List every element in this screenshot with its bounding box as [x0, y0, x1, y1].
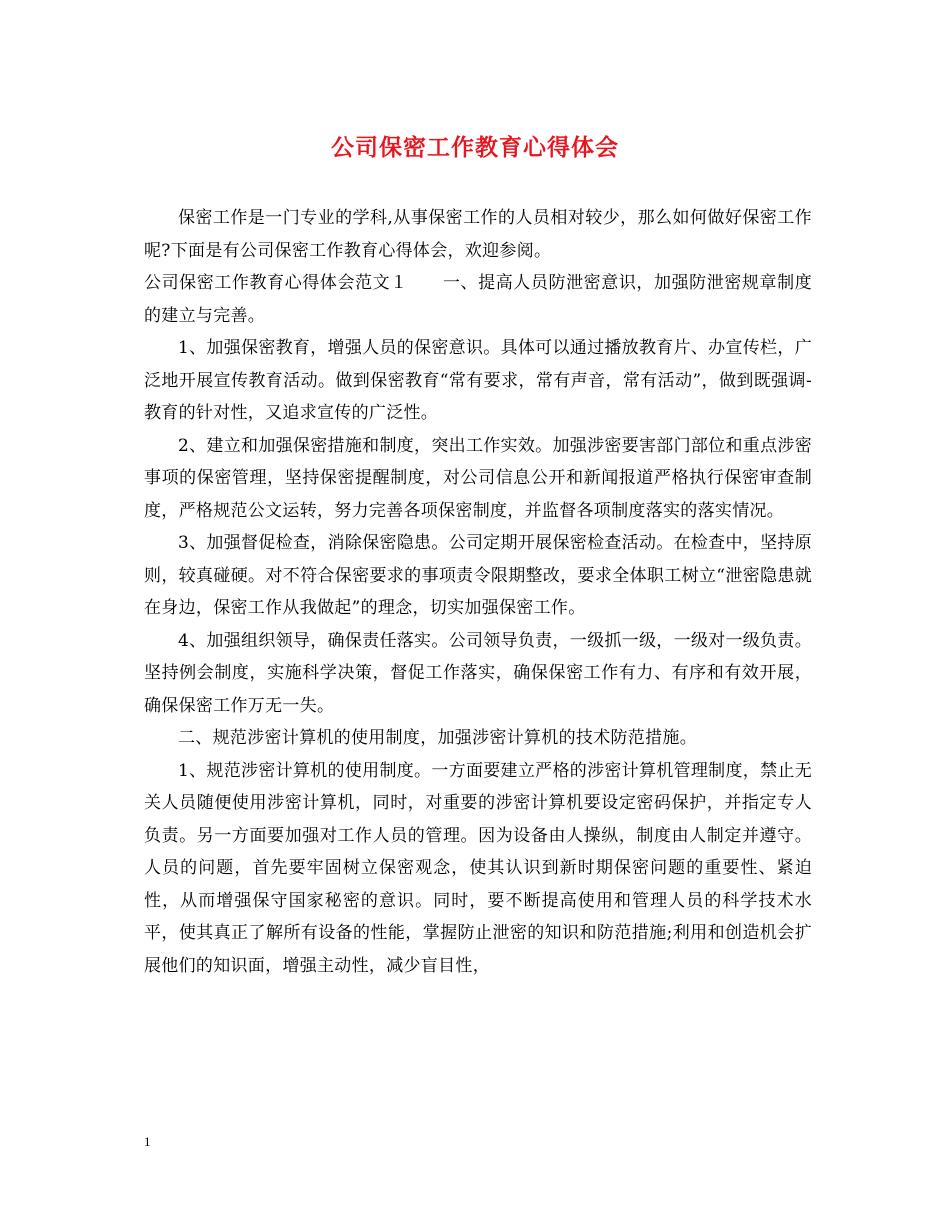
page-number: 1: [144, 1134, 151, 1149]
document-body: [144, 202, 812, 982]
paragraph: 1、加强保密教育，增强人员的保密意识。具体可以通过播放教育片、办宣传栏，广泛地开展宣传教育活动。做到保密教育“常有要求，常有声音，常有活动”，做到既强调-教育的针对性，又追求宣传的广泛性。: [144, 338, 812, 423]
paragraph: 4、加强组织领导，确保责任落实。公司领导负责，一级抓一级，一级对一级负责。坚持例会制度，实施科学决策，督促工作落实，确保保密工作有力、有序和有效开展，确保保密工作万无一失。: [144, 630, 812, 716]
paragraph: 3、加强督促检查，消除保密隐患。公司定期开展保密检查活动。在检查中，坚持原则，较真碰硬。对不符合保密要求的事项责令限期整改，要求全体职工树立“泄密隐患就在身边，保密工作从我做起”的理念，切实加强保密工作。: [144, 533, 812, 618]
intro-paragraph: 保密工作是一门专业的学科,从事保密工作的人员相对较少，那么如何做好保密工作呢?下面是有公司保密工作教育心得体会，欢迎参阅。: [144, 208, 812, 261]
paragraph: 2、建立和加强保密措施和制度，突出工作实效。加强涉密要害部门部位和重点涉密事项的保密管理，坚持保密提醒制度，对公司信息公开和新闻报道严格执行保密审查制度，严格规范公文运转，努力完善各项保密制度，并监督各项制度落实的落实情况。: [144, 435, 812, 521]
document-title: 公司保密工作教育心得体会: [331, 135, 619, 161]
paragraph: 1、规范涉密计算机的使用制度。一方面要建立严格的涉密计算机管理制度，禁止无关人员随便使用涉密计算机，同时，对重要的涉密计算机要设定密码保护，并指定专人负责。另一方面要加强对工作人员的管理。因为设备由人操纵，制度由人制定并遵守。人员的问题，首先要牢固树立保密观念，使其认识到新时期保密问题的重要性、紧迫性，从而增强保守国家秘密的意识。同时，要不断提高使用和管理人员的科学技术水平，使其真正了解所有设备的性能，掌握防止泄密的知识和防范措施;利用和创造机会扩展他们的知识面，增强主动性，减少盲目性，: [144, 760, 812, 976]
section-heading: 二、规范涉密计算机的使用制度，加强涉密计算机的技术防范措施。: [178, 728, 697, 748]
section-heading-line: 公司保密工作教育心得体会范文１ 一、提高人员防泄密意识，加强防泄密规章制度的建立与完善。: [144, 273, 812, 326]
